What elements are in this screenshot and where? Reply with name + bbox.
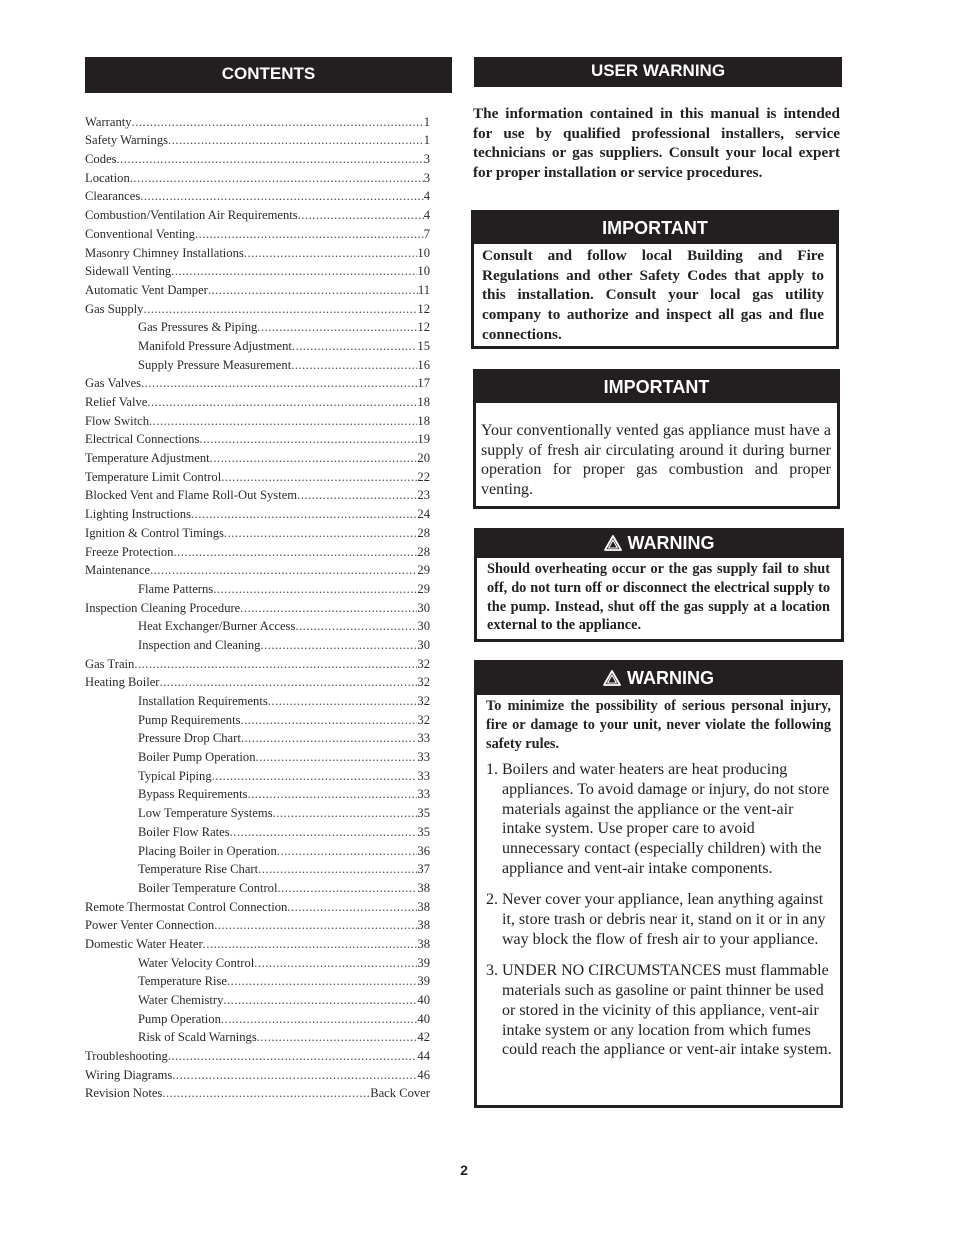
toc-dot-leader: [213, 582, 417, 596]
toc-entry-title: Heating Boiler: [85, 675, 160, 690]
toc-entry-page: 30: [417, 637, 430, 652]
toc-entry: [85, 110, 430, 129]
toc-dot-leader: [212, 769, 418, 783]
toc-entry-title: Placing Boiler in Operation: [138, 843, 277, 858]
toc-entry: [85, 858, 430, 877]
toc-dot-leader: [223, 993, 417, 1007]
toc-entry-title: Temperature Rise Chart: [138, 862, 259, 877]
toc-entry-page: 33: [417, 731, 430, 746]
toc-entry: [85, 465, 430, 484]
toc-dot-leader: [254, 956, 417, 970]
toc-entry-title: Power Venter Connection: [85, 918, 215, 933]
toc-entry: [85, 334, 430, 353]
toc-entry: [85, 615, 430, 634]
important-box-fresh-air: [473, 369, 840, 509]
toc-entry: [85, 727, 430, 746]
toc-entry-title: Pump Requirements: [138, 712, 241, 727]
toc-entry: [85, 708, 430, 727]
toc-entry: [85, 801, 430, 820]
toc-entry: [85, 745, 430, 764]
safety-rule-number: 1.: [486, 761, 498, 778]
toc-entry: [85, 895, 430, 914]
toc-dot-leader: [295, 619, 417, 633]
toc-entry-page: 29: [417, 563, 430, 578]
warning-box-safety-rules: [474, 660, 843, 1108]
toc-entry: [85, 577, 430, 596]
toc-entry-title: Domestic Water Heater: [85, 936, 203, 951]
toc-entry-page: 11: [417, 282, 430, 297]
toc-dot-leader: [172, 1068, 417, 1082]
toc-entry-page: 16: [417, 357, 430, 372]
toc-entry-title: Inspection Cleaning Procedure: [85, 600, 241, 615]
toc-entry-page: 32: [417, 675, 430, 690]
user-warning-text: The information contained in this manual is intended for use by qualified professional installers, service technicians or gas suppliers. Consult your local expert for proper installation or service procedures.: [473, 105, 840, 182]
toc-entry: [85, 783, 430, 802]
toc-entry: [85, 540, 430, 559]
toc-entry-page: 18: [417, 395, 430, 409]
important-text: Consult and follow local Building and Fire Regulations and other Safety Codes that apply to this installation. Consult your local gas utility company to authorize and inspect all gas and flue connections.: [482, 247, 824, 343]
safety-rule-text: Boilers and water heaters are heat producing appliances. To avoid damage or injury, do not store materials against the appliance or the vent-air intake system. Use proper care to avoid unnecessary contact (especially children) with the appliance and vent-air intake components.: [502, 761, 830, 877]
toc-entry: [85, 596, 430, 615]
toc-entry-title: Maintenance: [85, 563, 151, 578]
toc-dot-leader: [143, 302, 417, 316]
toc-dot-leader: [224, 526, 417, 540]
toc-entry-title: Heat Exchanger/Burner Access: [138, 619, 296, 634]
toc-entry-page: 20: [417, 451, 430, 466]
toc-entry-page: 38: [417, 918, 430, 933]
toc-entry: [85, 1007, 430, 1026]
warning-box-overheating: [474, 528, 844, 642]
toc-entry: [85, 203, 430, 222]
toc-entry-title: Pump Operation: [138, 1011, 221, 1026]
safety-rule-number: 3.: [486, 962, 498, 980]
toc-entry: [85, 1026, 430, 1045]
toc-dot-leader: [168, 133, 424, 147]
toc-entry-title: Inspection and Cleaning: [138, 637, 261, 652]
user-warning-heading: USER WARNING: [474, 57, 842, 87]
toc-entry-title: Clearances: [85, 189, 141, 204]
safety-rule-text: Never cover your appliance, lean anything against it, store trash or debris near it, stand on it or in any way block the flow of fresh air to your appliance.: [502, 891, 826, 948]
toc-entry-title: Manifold Pressure Adjustment: [138, 338, 292, 353]
toc-entry: [85, 970, 430, 989]
toc-dot-leader: [221, 470, 417, 484]
safety-rules-list: [486, 760, 832, 1072]
safety-rule: [486, 890, 832, 949]
toc-dot-leader: [160, 675, 418, 689]
toc-entry-title: Boiler Temperature Control: [138, 880, 278, 895]
toc-entry-title: Gas Valves: [85, 376, 142, 391]
toc-dot-leader: [277, 844, 418, 858]
toc-dot-leader: [298, 208, 424, 222]
toc-entry: [85, 876, 430, 895]
toc-dot-leader: [168, 1049, 418, 1063]
toc-entry-title: Typical Piping: [138, 768, 212, 783]
toc-entry-page: 33: [417, 787, 430, 802]
toc-entry-page: 38: [417, 880, 430, 895]
toc-entry-page: 38: [417, 899, 430, 914]
important-text: Your conventionally vented gas appliance must have a supply of fresh air circulating around it during burner operation for proper gas combustion and proper venting.: [481, 422, 831, 499]
toc-entry-title: Conventional Venting: [85, 226, 195, 241]
toc-entry: [85, 988, 430, 1007]
contents-heading: CONTENTS: [85, 57, 452, 93]
toc-entry-title: Temperature Rise: [138, 974, 227, 989]
toc-entry: [85, 764, 430, 783]
toc-entry-title: Revision Notes: [85, 1086, 163, 1101]
toc-entry-title: Safety Warnings: [85, 133, 169, 148]
toc-entry-title: Troubleshooting: [85, 1049, 168, 1064]
toc-entry-title: Flame Patterns: [138, 581, 214, 596]
toc-entry: [85, 502, 430, 521]
toc-entry-title: Boiler Flow Rates: [138, 824, 230, 839]
toc-entry: [85, 278, 430, 297]
toc-dot-leader: [291, 358, 417, 372]
warning-heading: [477, 663, 840, 695]
toc-entry-page: 33: [417, 768, 430, 783]
toc-entry-page: 3: [423, 152, 430, 167]
toc-dot-leader: [227, 974, 417, 988]
toc-dot-leader: [257, 1030, 418, 1044]
toc-entry-page: 1: [423, 114, 430, 129]
toc-dot-leader: [149, 414, 417, 428]
toc-dot-leader: [257, 320, 417, 334]
toc-dot-leader: [195, 227, 424, 241]
toc-dot-leader: [150, 563, 417, 577]
toc-entry-title: Codes: [85, 152, 117, 167]
toc-dot-leader: [162, 1086, 370, 1100]
toc-dot-leader: [247, 787, 417, 801]
toc-dot-leader: [277, 881, 417, 895]
important-heading: IMPORTANT: [474, 213, 836, 244]
toc-entry-page: 24: [417, 507, 430, 522]
toc-dot-leader: [141, 376, 417, 390]
toc-entry-page: 32: [417, 712, 430, 727]
toc-entry: [85, 428, 430, 447]
page-number: 2: [460, 1162, 468, 1178]
toc-dot-leader: [241, 731, 418, 745]
toc-entry: [85, 390, 430, 409]
toc-entry-title: Warranty: [85, 114, 132, 129]
toc-entry-page: 17: [417, 376, 430, 391]
toc-entry-title: Gas Train: [85, 656, 135, 671]
important-box-regulations: [471, 210, 839, 349]
toc-entry-page: 29: [417, 581, 430, 596]
toc-entry-page: 12: [417, 301, 430, 316]
toc-entry: [85, 633, 430, 652]
toc-dot-leader: [134, 657, 417, 671]
safety-rule: [486, 961, 832, 1060]
toc-entry: [85, 951, 430, 970]
toc-entry-title: Gas Supply: [85, 301, 144, 316]
important-heading: IMPORTANT: [476, 372, 837, 403]
toc-dot-leader: [273, 806, 418, 820]
toc-entry-title: Remote Thermostat Control Connection: [85, 899, 288, 914]
toc-entry: [85, 409, 430, 428]
toc-dot-leader: [171, 264, 417, 278]
toc-entry-title: Installation Requirements: [138, 694, 268, 708]
toc-entry-page: 18: [417, 413, 430, 428]
toc-entry: [85, 222, 430, 241]
toc-entry: [85, 652, 430, 671]
toc-entry-page: 37: [417, 862, 430, 877]
toc-entry-page: 42: [417, 1030, 430, 1045]
toc-entry: [85, 839, 430, 858]
toc-entry-page: 23: [417, 488, 430, 503]
toc-dot-leader: [214, 918, 417, 932]
warning-triangle-icon: [604, 535, 622, 551]
toc-entry-title: Bypass Requirements: [138, 787, 248, 802]
toc-dot-leader: [258, 862, 417, 876]
toc-entry-title: Masonry Chimney Installations: [85, 245, 244, 260]
toc-entry-page: 4: [423, 189, 430, 204]
safety-rule-text: UNDER NO CIRCUMSTANCES must flammable materials such as gasoline or paint thinner be used or stored in the vicinity of this appliance, vent-air intake system or any location from which fumes could reach the appliance or vent-air intake system.: [502, 962, 832, 1059]
warning-heading: [477, 531, 841, 558]
toc-dot-leader: [244, 246, 418, 260]
toc-entry-title: Combustion/Ventilation Air Requirements: [85, 208, 298, 223]
toc-dot-leader: [292, 339, 417, 353]
toc-entry: [85, 521, 430, 540]
toc-entry-title: Supply Pressure Measurement: [138, 357, 292, 372]
toc-entry: [85, 241, 430, 260]
toc-entry: [85, 129, 430, 148]
toc-entry-page: 39: [417, 974, 430, 989]
toc-entry-page: 3: [423, 170, 430, 185]
safety-rule: [486, 760, 832, 879]
toc-entry-page: 28: [417, 525, 430, 540]
table-of-contents: [85, 110, 430, 1100]
toc-entry-page: 15: [417, 338, 430, 353]
toc-entry: [85, 484, 430, 503]
toc-entry-page: 10: [417, 245, 430, 260]
toc-entry-page: 12: [417, 320, 430, 335]
toc-entry-title: Flow Switch: [85, 413, 150, 428]
toc-entry-page: 4: [423, 208, 430, 223]
toc-entry: [85, 260, 430, 279]
toc-entry-page: 33: [417, 750, 430, 765]
toc-entry-title: Sidewall Venting: [85, 264, 172, 279]
toc-entry-page: 10: [417, 264, 430, 279]
toc-dot-leader: [287, 900, 417, 914]
warning-heading-label: WARNING: [627, 533, 715, 553]
toc-entry-page: 40: [417, 993, 430, 1007]
toc-entry-title: Wiring Diagrams: [85, 1067, 173, 1082]
toc-entry: [85, 185, 430, 204]
toc-entry: [85, 932, 430, 951]
toc-entry-title: Risk of Scald Warnings: [138, 1030, 257, 1045]
toc-dot-leader: [208, 283, 418, 297]
toc-entry: [85, 166, 430, 185]
warning-intro-text: To minimize the possibility of serious personal injury, fire or damage to your unit, never violate the following safety rules.: [486, 698, 831, 752]
toc-dot-leader: [191, 507, 417, 521]
toc-entry-title: Water Velocity Control: [138, 955, 255, 970]
toc-entry-page: 39: [417, 955, 430, 970]
warning-heading-label: WARNING: [627, 668, 714, 688]
safety-rule-number: 2.: [486, 891, 498, 909]
toc-dot-leader: [210, 451, 418, 465]
toc-entry-title: Temperature Adjustment: [85, 451, 210, 466]
toc-entry-page: 44: [417, 1049, 430, 1064]
toc-dot-leader: [147, 395, 417, 409]
toc-entry: [85, 1044, 430, 1063]
toc-entry: [85, 316, 430, 335]
toc-entry-page: 7: [423, 226, 430, 241]
toc-entry-page: 19: [417, 432, 430, 447]
toc-entry: [85, 1063, 430, 1082]
toc-entry-title: Pressure Drop Chart: [138, 731, 241, 746]
toc-entry-page: 30: [417, 619, 430, 634]
toc-entry-title: Relief Valve: [85, 395, 148, 409]
toc-entry-page: 22: [417, 469, 430, 484]
toc-entry-page: 28: [417, 544, 430, 559]
toc-entry-title: Freeze Protection: [85, 544, 174, 559]
toc-entry: [85, 147, 430, 166]
toc-entry-page: 1: [423, 133, 430, 148]
toc-entry: [85, 559, 430, 578]
toc-entry: [85, 297, 430, 316]
toc-entry-title: Temperature Limit Control: [85, 469, 222, 484]
toc-dot-leader: [173, 545, 417, 559]
toc-entry-title: Electrical Connections: [85, 432, 200, 447]
toc-entry-page: 35: [417, 806, 430, 821]
toc-entry-page: 32: [417, 656, 430, 671]
toc-entry-title: Automatic Vent Damper: [85, 282, 208, 297]
toc-dot-leader: [116, 152, 423, 166]
toc-dot-leader: [240, 601, 417, 615]
toc-dot-leader: [256, 750, 418, 764]
toc-dot-leader: [203, 937, 418, 951]
toc-entry-page: 38: [417, 936, 430, 951]
toc-entry-page: Back Cover: [370, 1086, 430, 1101]
toc-entry-page: 40: [417, 1011, 430, 1026]
toc-entry-title: Blocked Vent and Flame Roll-Out System: [85, 488, 298, 503]
warning-text: Should overheating occur or the gas supply fail to shut off, do not turn off or disconnect the electrical supply to the pump. Instead, shut off the gas supply at a location external to the appliance.: [487, 561, 830, 634]
toc-entry: [85, 353, 430, 372]
toc-dot-leader: [241, 713, 418, 727]
toc-dot-leader: [132, 115, 424, 129]
toc-dot-leader: [260, 638, 417, 652]
toc-entry: [85, 820, 430, 839]
toc-dot-leader: [230, 825, 418, 839]
toc-entry-page: 35: [417, 824, 430, 839]
toc-entry: [85, 372, 430, 391]
toc-entry-title: Ignition & Control Timings: [85, 525, 224, 540]
toc-dot-leader: [130, 171, 424, 185]
warning-triangle-icon: [603, 670, 621, 686]
toc-entry: [85, 671, 430, 690]
toc-entry-title: Lighting Instructions: [85, 507, 191, 522]
toc-entry-title: Location: [85, 170, 130, 185]
toc-entry: [85, 914, 430, 933]
toc-entry-title: Gas Pressures & Piping: [138, 320, 258, 335]
toc-dot-leader: [140, 189, 423, 203]
toc-entry-page: 30: [417, 600, 430, 615]
toc-entry-page: 36: [417, 843, 430, 858]
toc-dot-leader: [221, 1012, 418, 1026]
toc-entry: [85, 446, 430, 465]
toc-dot-leader: [199, 432, 417, 446]
toc-entry-page: 46: [417, 1067, 430, 1082]
toc-dot-leader: [297, 488, 417, 502]
toc-entry-title: Water Chemistry: [138, 993, 224, 1007]
toc-entry-title: Boiler Pump Operation: [138, 750, 256, 765]
toc-entry-title: Low Temperature Systems: [138, 806, 273, 821]
toc-dot-leader: [268, 694, 418, 708]
toc-entry: [85, 1082, 430, 1101]
toc-entry-page: 32: [417, 694, 430, 708]
toc-entry: [85, 689, 430, 708]
